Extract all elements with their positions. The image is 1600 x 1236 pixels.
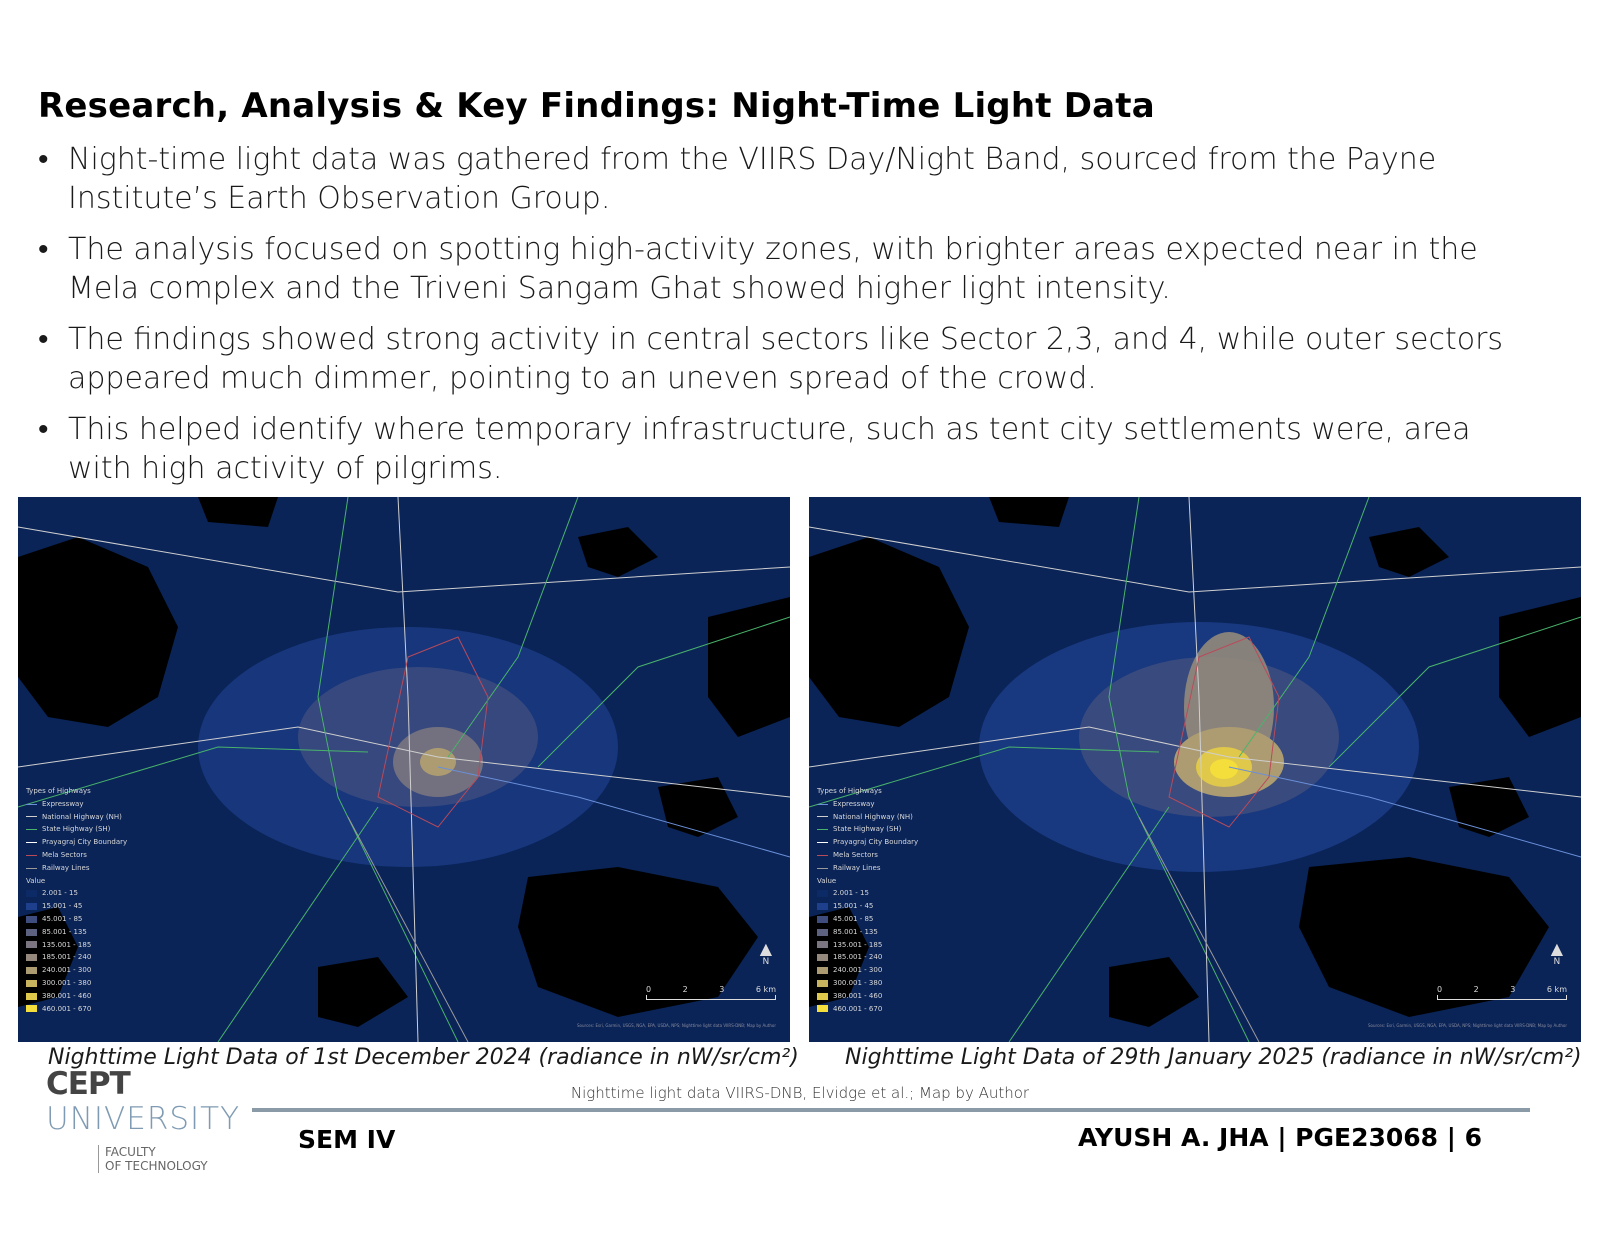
- color-swatch: [26, 993, 37, 1000]
- legend-class: 15.001 - 45: [26, 900, 127, 913]
- legend-class: 135.001 - 185: [817, 939, 918, 952]
- bullet-icon: •: [38, 412, 49, 447]
- map-attribution: Sources: Esri, Garmin, USGS, NGA, EPA, USDA, NPS; Nighttime light data VIIRS-DNB; Map by Author: [1368, 1023, 1567, 1028]
- map-attribution: Sources: Esri, Garmin, USGS, NGA, EPA, USDA, NPS; Nighttime light data VIIRS-DNB; Map by Author: [577, 1023, 776, 1028]
- color-swatch: [817, 890, 828, 897]
- legend-class: 460.001 - 670: [817, 1003, 918, 1016]
- railway-line-icon: [817, 868, 828, 869]
- legend-class: 85.001 - 135: [26, 926, 127, 939]
- author-label: AYUSH A. JHA | PGE23068 | 6: [1078, 1123, 1482, 1152]
- map-canvas: [18, 497, 790, 1042]
- bullet-icon: •: [38, 232, 49, 267]
- color-swatch: [817, 929, 828, 936]
- map-canvas: [809, 497, 1581, 1042]
- state-highway-line-icon: [26, 829, 37, 830]
- legend-item: State Highway (SH): [26, 823, 127, 836]
- bullet-item: • The analysis focused on spotting high-activity zones, with brighter areas expected near in the Mela complex and the Triveni Sangam Ghat showed higher light intensity.: [38, 232, 1478, 306]
- map-legend: [817, 785, 918, 1015]
- legend-item: Expressway: [26, 798, 127, 811]
- legend-class: 380.001 - 460: [26, 990, 127, 1003]
- legend-item: Prayagraj City Boundary: [817, 836, 918, 849]
- night-light-map-dec-2024: [18, 497, 790, 1042]
- bullet-icon: •: [38, 142, 49, 177]
- color-swatch: [817, 954, 828, 961]
- mela-sector-line-icon: [817, 855, 828, 856]
- color-swatch: [817, 903, 828, 910]
- color-swatch: [817, 980, 828, 987]
- logo-faculty-text: FACULTY OF TECHNOLOGY: [98, 1145, 208, 1173]
- legend-class: 185.001 - 240: [26, 951, 127, 964]
- legend-class: 240.001 - 300: [817, 964, 918, 977]
- bullet-item: • Night-time light data was gathered from the VIIRS Day/Night Band, sourced from the Payne Institute’s Earth Observation Group.: [38, 142, 1437, 216]
- color-swatch: [26, 903, 37, 910]
- legend-value-title: Value: [817, 876, 837, 885]
- legend-title: Types of Highways: [817, 787, 882, 795]
- legend-class: 300.001 - 380: [26, 977, 127, 990]
- map-caption-right: Nighttime Light Data of 29th January 2025 (radiance in nW/sr/cm²): [845, 1045, 1582, 1070]
- legend-item: State Highway (SH): [817, 823, 918, 836]
- legend-class: 460.001 - 670: [26, 1003, 127, 1016]
- legend-class: 15.001 - 45: [817, 900, 918, 913]
- night-light-map-jan-2025: [809, 497, 1581, 1042]
- scale-bar: 0 2 3 6 km: [1437, 985, 1567, 1000]
- legend-item: Mela Sectors: [26, 849, 127, 862]
- legend-class: 2.001 - 15: [26, 887, 127, 900]
- national-highway-line-icon: [26, 816, 37, 817]
- north-arrow-icon: ▲ N: [759, 939, 772, 967]
- railway-line-icon: [26, 868, 37, 869]
- bullet-item: • The findings showed strong activity in central sectors like Sector 2,3, and 4, while outer sectors appeared much dimmer, pointing to an uneven spread of the crowd.: [38, 322, 1504, 396]
- state-highway-line-icon: [817, 829, 828, 830]
- color-swatch: [26, 941, 37, 948]
- expressway-line-icon: [817, 804, 828, 805]
- legend-class: 45.001 - 85: [26, 913, 127, 926]
- city-boundary-line-icon: [817, 842, 828, 843]
- legend-item: Expressway: [817, 798, 918, 811]
- color-swatch: [817, 916, 828, 923]
- legend-item: Prayagraj City Boundary: [26, 836, 127, 849]
- logo-university-text: UNIVERSITY: [46, 1101, 241, 1137]
- mela-sector-line-icon: [26, 855, 37, 856]
- bullet-icon: •: [38, 322, 49, 357]
- legend-value-title: Value: [26, 876, 46, 885]
- logo-cept-text: CEPT: [46, 1066, 130, 1102]
- color-swatch: [26, 954, 37, 961]
- legend-item: Mela Sectors: [817, 849, 918, 862]
- legend-item: Railway Lines: [26, 862, 127, 875]
- map-caption-left: Nighttime Light Data of 1st December 2024 (radiance in nW/sr/cm²): [48, 1045, 799, 1070]
- slide-title: Research, Analysis & Key Findings: Night-Time Light Data: [38, 86, 1155, 126]
- source-note: Nighttime light data VIIRS-DNB, Elvidge et al.; Map by Author: [570, 1084, 1030, 1102]
- legend-item: Railway Lines: [817, 862, 918, 875]
- color-swatch: [26, 967, 37, 974]
- color-swatch: [817, 941, 828, 948]
- legend-class: 240.001 - 300: [26, 964, 127, 977]
- north-arrow-icon: ▲ N: [1550, 939, 1563, 967]
- color-swatch: [817, 993, 828, 1000]
- glow-areas: [979, 622, 1419, 872]
- color-swatch: [26, 1005, 37, 1012]
- scale-bar: 0 2 3 6 km: [646, 985, 776, 1000]
- bullet-item: • This helped identify where temporary infrastructure, such as tent city settlements were, area with high activity of pilgrims.: [38, 412, 1471, 486]
- legend-class: 380.001 - 460: [817, 990, 918, 1003]
- glow-areas: [198, 627, 618, 867]
- legend-class: 300.001 - 380: [817, 977, 918, 990]
- map-legend: [26, 785, 127, 1015]
- expressway-line-icon: [26, 804, 37, 805]
- legend-item: National Highway (NH): [817, 811, 918, 824]
- color-swatch: [26, 980, 37, 987]
- legend-item: National Highway (NH): [26, 811, 127, 824]
- legend-class: 135.001 - 185: [26, 939, 127, 952]
- legend-class: 185.001 - 240: [817, 951, 918, 964]
- semester-label: SEM IV: [298, 1125, 396, 1154]
- color-swatch: [26, 929, 37, 936]
- legend-class: 2.001 - 15: [817, 887, 918, 900]
- bullet-list: [38, 140, 1538, 500]
- legend-class: 85.001 - 135: [817, 926, 918, 939]
- city-boundary-line-icon: [26, 842, 37, 843]
- color-swatch: [817, 1005, 828, 1012]
- color-swatch: [26, 890, 37, 897]
- color-swatch: [817, 967, 828, 974]
- national-highway-line-icon: [817, 816, 828, 817]
- footer-divider: [252, 1108, 1530, 1112]
- legend-title: Types of Highways: [26, 787, 91, 795]
- color-swatch: [26, 916, 37, 923]
- legend-class: 45.001 - 85: [817, 913, 918, 926]
